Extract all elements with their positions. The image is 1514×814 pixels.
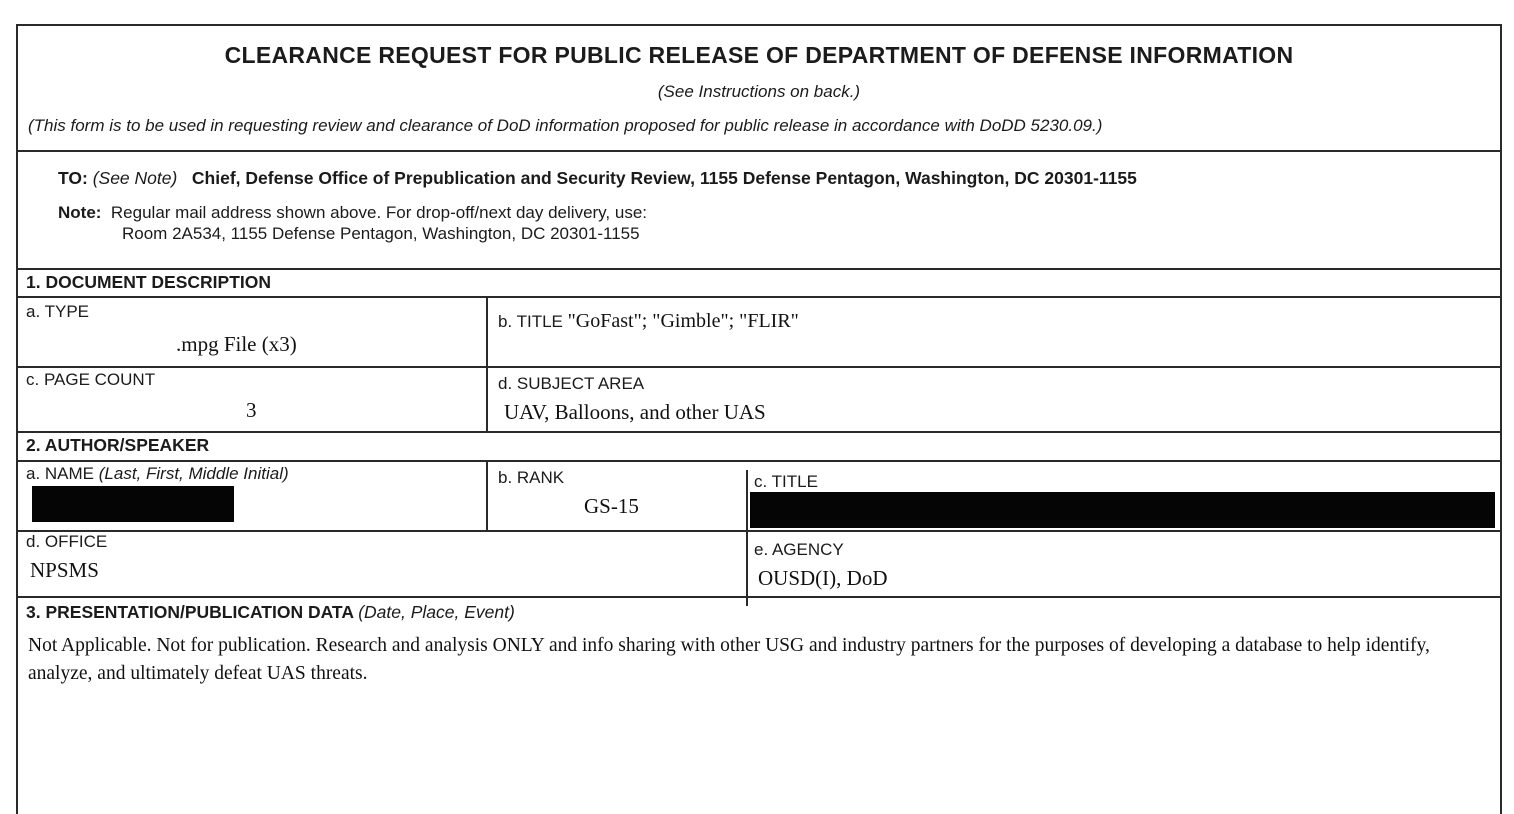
form-subtitle: (See Instructions on back.) xyxy=(657,82,861,101)
page-count-label: c. PAGE COUNT xyxy=(26,370,156,389)
section-3-hint: (Date, Place, Event) xyxy=(358,602,515,622)
form-title: CLEARANCE REQUEST FOR PUBLIC RELEASE OF DEPARTMENT OF DEFENSE INFORMATION xyxy=(224,42,1294,68)
divider xyxy=(18,431,1500,433)
redacted-name xyxy=(32,486,234,522)
name-label-text: a. NAME xyxy=(26,464,95,483)
agency-value: OUSD(I), DoD xyxy=(758,566,888,590)
divider xyxy=(18,366,1500,368)
divider xyxy=(18,268,1500,270)
section-1-heading: 1. DOCUMENT DESCRIPTION xyxy=(26,272,272,292)
name-hint: (Last, First, Middle Initial) xyxy=(98,464,289,483)
note-line-2: Room 2A534, 1155 Defense Pentagon, Washington, DC 20301-1155 xyxy=(122,224,640,243)
office-label: d. OFFICE xyxy=(26,532,108,551)
type-label: a. TYPE xyxy=(26,302,89,321)
name-label xyxy=(26,464,289,484)
clearance-request-form xyxy=(16,24,1502,814)
title-value: "GoFast"; "Gimble"; "FLIR" xyxy=(567,310,799,332)
note-label: Note: xyxy=(58,203,102,222)
note-line-1 xyxy=(58,203,647,223)
title-label-text: b. TITLE xyxy=(498,312,563,331)
to-address: Chief, Defense Office of Prepublication and Security Review, 1155 Defense Pentagon, Washington, DC 20301-1155 xyxy=(191,168,1137,188)
to-label: TO: xyxy=(58,168,88,188)
page-count-value: 3 xyxy=(246,398,257,422)
divider xyxy=(18,150,1500,152)
section-3-heading-text: 3. PRESENTATION/PUBLICATION DATA xyxy=(26,602,354,622)
rank-value: GS-15 xyxy=(584,494,639,518)
section-3-heading xyxy=(26,602,515,623)
title-label xyxy=(498,310,799,333)
rank-label: b. RANK xyxy=(498,468,565,487)
form-purpose: (This form is to be used in requesting review and clearance of DoD information proposed for public release in accordance with DoDD 5230.09.) xyxy=(28,116,1103,135)
column-divider xyxy=(486,296,488,431)
presentation-data-text: Not Applicable. Not for publication. Research and analysis ONLY and info sharing with other USG and industry partners for the purposes of developing a database to help identify, analyze, and ultimately defeat UAS threats. xyxy=(28,635,1430,684)
subject-value: UAV, Balloons, and other UAS xyxy=(504,400,766,424)
note-text-1: Regular mail address shown above. For drop-off/next day delivery, use: xyxy=(110,203,647,222)
divider xyxy=(18,596,1500,598)
type-value: .mpg File (x3) xyxy=(176,332,297,356)
office-value: NPSMS xyxy=(30,558,99,582)
to-line xyxy=(58,168,1137,189)
divider xyxy=(18,530,1500,532)
title-label-2: c. TITLE xyxy=(754,472,818,491)
divider xyxy=(18,460,1500,462)
to-note-ref: (See Note) xyxy=(92,168,178,188)
divider xyxy=(18,296,1500,298)
column-divider xyxy=(746,470,748,606)
section-2-heading: 2. AUTHOR/SPEAKER xyxy=(26,435,210,455)
subject-label: d. SUBJECT AREA xyxy=(498,374,645,393)
agency-label: e. AGENCY xyxy=(754,540,844,559)
redacted-title xyxy=(750,492,1495,528)
column-divider xyxy=(486,460,488,530)
